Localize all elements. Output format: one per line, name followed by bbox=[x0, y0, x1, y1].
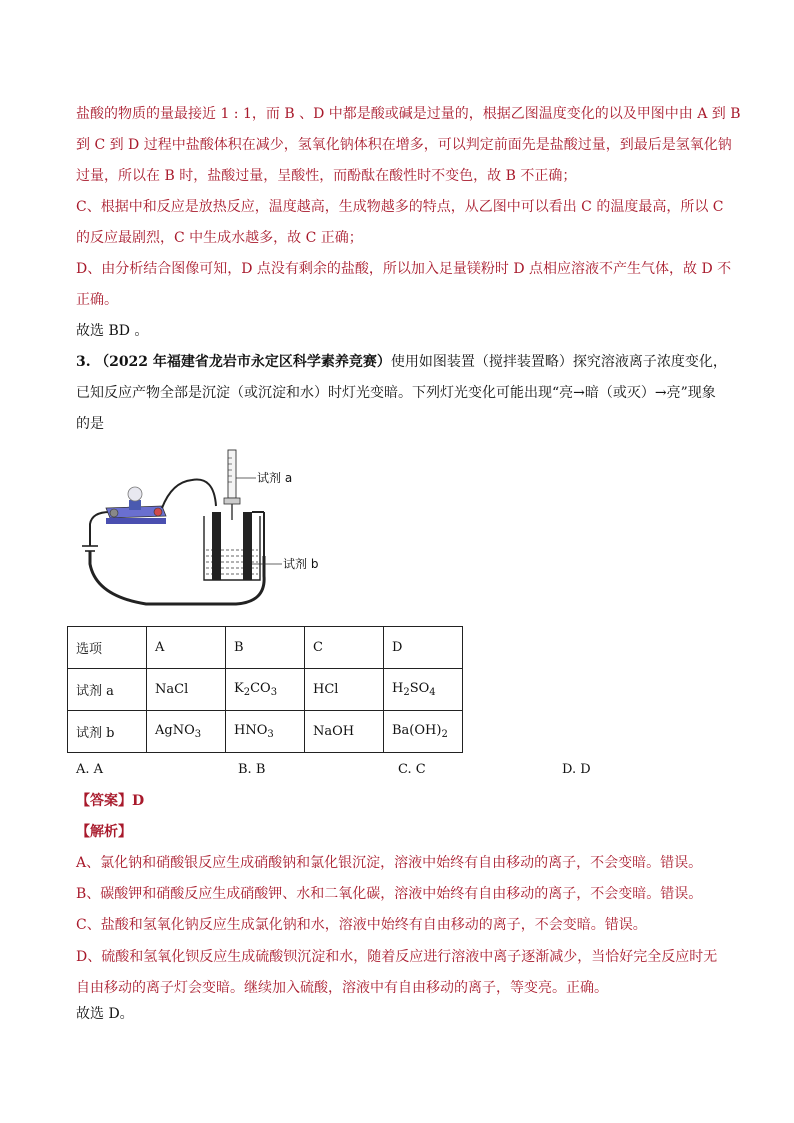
table-cell: B bbox=[226, 627, 305, 669]
table-cell: D bbox=[384, 627, 463, 669]
prev-conclusion: 故选 BD 。 bbox=[76, 323, 149, 339]
table-row bbox=[68, 711, 463, 753]
options-table bbox=[67, 626, 463, 753]
prev-analysis-line: 盐酸的物质的量最接近 1 : 1，而 B 、D 中都是酸或碱是过量的，根据乙图温度变化的以及甲图中由 A 到 B bbox=[76, 106, 741, 122]
prev-analysis-line: 过量，所以在 B 时，盐酸过量，呈酸性，而酚酞在酸性时不变色，故 B 不正确； bbox=[76, 168, 577, 184]
table-row bbox=[68, 627, 463, 669]
answer-line bbox=[76, 791, 144, 811]
table-cell: A bbox=[147, 627, 226, 669]
electrode bbox=[243, 512, 252, 580]
table-cell: $K_2CO_3$ bbox=[226, 669, 305, 711]
table-cell: NaOH bbox=[305, 711, 384, 753]
analysis-line: C、盐酸和氢氧化钠反应生成氯化钠和水，溶液中始终有自由移动的离子，不会变暗。错误。 bbox=[76, 917, 647, 933]
prev-analysis-line: 到 C 到 D 过程中盐酸体积在减少，氢氧化钠体积在增多，可以判定前面先是盐酸过量，到最后是氢氧化钠 bbox=[76, 137, 732, 153]
prev-analysis-line: 正确。 bbox=[76, 292, 118, 308]
analysis-line: A、氯化钠和硝酸银反应生成硝酸钠和氯化银沉淀，溶液中始终有自由移动的离子，不会变暗。错误。 bbox=[76, 855, 703, 871]
question-source: （2022 年福建省龙岩市永定区科学素养竞赛） bbox=[95, 354, 391, 370]
analysis-conclusion: 故选 D。 bbox=[76, 1006, 134, 1022]
table-cell: HCl bbox=[305, 669, 384, 711]
question-stem-line-1 bbox=[76, 352, 727, 372]
wire bbox=[90, 512, 110, 546]
prev-analysis-line: D、由分析结合图像可知，D 点没有剩余的盐酸，所以加入足量镁粉时 D 点相应溶液不产生气体，故 D 不 bbox=[76, 261, 732, 277]
prev-analysis-line: 的反应最剧烈，C 中生成水越多，故 C 正确； bbox=[76, 230, 363, 246]
analysis-label: 【解析】 bbox=[76, 824, 132, 840]
question-stem-line-3: 的是 bbox=[76, 416, 104, 432]
choice-b: B. B bbox=[238, 762, 266, 777]
table-cell: NaCl bbox=[147, 669, 226, 711]
analysis-line: 自由移动的离子灯会变暗。继续加入硫酸，溶液中有自由移动的离子，等变亮。正确。 bbox=[76, 980, 608, 996]
burette bbox=[228, 450, 236, 498]
question-number: 3. bbox=[76, 354, 91, 370]
choice-c: C. C bbox=[398, 762, 426, 777]
prev-analysis-line: C、根据中和反应是放热反应，温度越高，生成物越多的特点，从乙图中可以看出 C 的温度最高，所以 C bbox=[76, 199, 724, 215]
light-bulb-icon bbox=[128, 487, 142, 501]
answer-value: D bbox=[132, 793, 145, 809]
reagent-a-label: 试剂 a bbox=[257, 471, 293, 485]
choice-d: D. D bbox=[562, 762, 591, 777]
table-cell: $H_2SO_4$ bbox=[384, 669, 463, 711]
table-cell: AgNO$_3$ bbox=[147, 711, 226, 753]
analysis-line: B、碳酸钾和硝酸反应生成硝酸钾、水和二氧化碳，溶液中始终有自由移动的离子，不会变暗。错误。 bbox=[76, 886, 703, 902]
table-cell: $Ba(OH)_2$ bbox=[384, 711, 463, 753]
table-cell: 选项 bbox=[68, 627, 147, 669]
analysis-line: D、硫酸和氢氧化钡反应生成硫酸钡沉淀和水，随着反应进行溶液中离子逐渐减少，当恰好完全反应时无 bbox=[76, 949, 718, 965]
table-cell: 试剂 b bbox=[68, 711, 147, 753]
conductivity-apparatus-figure bbox=[76, 446, 366, 612]
table-row bbox=[68, 669, 463, 711]
table-cell: $HNO_3$ bbox=[226, 711, 305, 753]
question-stem-text: 使用如图装置（搅拌装置略）探究溶液离子浓度变化， bbox=[390, 354, 727, 370]
electrode bbox=[212, 512, 221, 580]
choice-a: A. A bbox=[76, 762, 104, 777]
answer-label: 【答案】 bbox=[76, 793, 132, 809]
question-stem-line-2: 已知反应产物全部是沉淀（或沉淀和水）时灯光变暗。下列灯光变化可能出现“亮→暗（或灭）→亮”现象 bbox=[76, 385, 716, 401]
table-cell: C bbox=[305, 627, 384, 669]
reagent-b-label: 试剂 b bbox=[283, 557, 319, 571]
table-cell: 试剂 a bbox=[68, 669, 147, 711]
